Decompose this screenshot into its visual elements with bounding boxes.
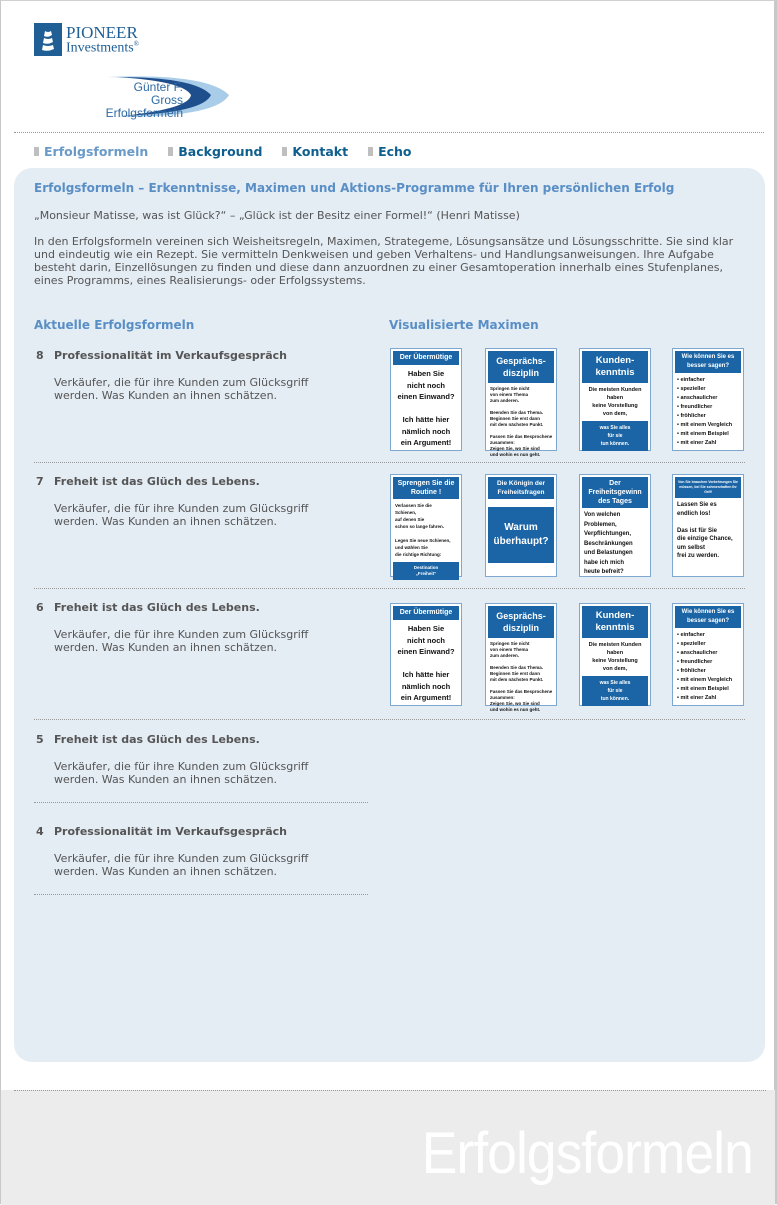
pioneer-name: PIONEER [66, 22, 138, 42]
card-header: Kunden-kenntnis [582, 351, 648, 383]
card-line: zusammen: [490, 695, 515, 700]
header-divider [14, 132, 764, 133]
current-formulas-heading: Aktuelle Erfolgsformeln [34, 318, 195, 332]
card-line: Verlassen Sie die [395, 503, 432, 508]
card-line: • freundlicher [677, 404, 713, 410]
nav-label: Erfolgsformeln [44, 144, 149, 159]
card-line: was Sie alles [599, 425, 631, 431]
card-line: nämlich noch [401, 681, 451, 691]
nav-item-echo[interactable] [368, 144, 411, 159]
card-header: Gesprächs-disziplin [488, 606, 554, 638]
card-line: keine Vorstellung [592, 658, 638, 664]
card-line: zum anderen. [490, 653, 520, 658]
maxim-card-uebermuetige[interactable] [390, 603, 462, 706]
content-panel [14, 168, 765, 1062]
card-line: Schienen, [395, 510, 417, 515]
card-line: • mit einem Vergleich [677, 422, 733, 428]
bullet-icon [34, 147, 39, 156]
entry-description: Verkäufer, die für ihre Kunden zum Glücksgriff werden. Was Kunden an ihnen schätzen. [54, 760, 309, 786]
card-line: Lassen Sie es [677, 502, 717, 508]
nav-label: Background [178, 144, 263, 159]
card-header: Der Übermütige [393, 351, 459, 365]
card-line: zusammen: [490, 440, 515, 445]
card-line: • fröhlicher [677, 413, 706, 419]
maxim-card-koenigin[interactable] [485, 474, 557, 577]
card-header: Gesprächs-disziplin [488, 351, 554, 383]
card-line: haben [606, 650, 624, 656]
card-body [393, 620, 459, 704]
maxim-card-routine[interactable] [390, 474, 462, 577]
card-line: mit dem nächsten Punkt. [490, 422, 544, 427]
nav-item-erfolgsformeln[interactable] [34, 144, 148, 159]
card-line: nämlich noch [401, 426, 451, 436]
card-line: Fassen Sie das Besprochene [490, 689, 553, 694]
card-line: für sie [607, 688, 623, 694]
maxim-card-gespraechsdisziplin[interactable] [485, 603, 557, 712]
card-line: Ich hätte hier [402, 415, 450, 424]
maxim-card-besser-sagen[interactable] [672, 603, 744, 706]
card-footer [582, 676, 648, 706]
card-line: auf denen Sie [395, 517, 425, 522]
nav-item-background[interactable] [168, 144, 262, 159]
entry-description: Verkäufer, die für ihre Kunden zum Glücksgriff werden. Was Kunden an ihnen schätzen. [54, 376, 309, 402]
card-line: Von welchen [584, 512, 621, 518]
card-line: die richtige Richtung: [395, 552, 442, 557]
card-line: frei zu werden. [677, 553, 720, 559]
card-line: tun können. [600, 441, 630, 447]
card-line: Die meisten Kunden [588, 387, 642, 393]
intro-text: In den Erfolgsformeln vereinen sich Weisheitsregeln, Maximen, Strategeme, Lösungsansätze und Lösungsschritte. Sie sind klar und eindeutig wie ein Rezept. Sie vermitteln Denkweisen und geben Verhaltens- und Handlungsanweisungen. Ihre Aufgabe besteht darin, Einzellösungen zu finden und diese dann anzuordnen zu einer Gesamtoperation innerhalb eines Stufenplanes, eines Programms, eines Realisierungs- oder Erfolgssystems. [34, 235, 734, 287]
card-header: Die Königin der Freiheitsfragen [488, 477, 554, 499]
card-footer [582, 421, 648, 451]
card-line: „Freiheit“ [415, 571, 437, 576]
card-line: • anschaulicher [677, 395, 718, 401]
card-line: Zeigen Sie, wo Sie sind [490, 446, 540, 451]
page-title: Erfolgsformeln – Erkenntnisse, Maximen und Aktions-Programme für Ihren persönlichen Erfolg [34, 181, 675, 195]
main-nav [34, 144, 432, 159]
card-line: und wohin es nun geht. [490, 707, 541, 712]
card-line: Legen Sie neue Schienen, [395, 538, 451, 543]
nav-label: Kontakt [292, 144, 349, 159]
card-body [393, 499, 459, 558]
bullet-icon [282, 147, 287, 156]
card-line: Zeigen Sie, wo Sie sind [490, 701, 540, 706]
gross-logo[interactable] [87, 73, 237, 119]
card-line: keine Vorstellung [592, 403, 638, 409]
row-divider [34, 719, 745, 720]
gross-subtitle: Erfolgsformeln [105, 106, 183, 120]
card-line: • anschaulicher [677, 650, 718, 656]
row-divider [34, 802, 368, 803]
card-line: • freundlicher [677, 659, 713, 665]
card-line: • mit einer Zahl [677, 440, 717, 446]
entry-number: 5 [36, 733, 44, 746]
ship-icon [34, 23, 62, 56]
maxim-card-uebermuetige[interactable] [390, 348, 462, 451]
card-line: • mit einem Beispiel [677, 431, 729, 437]
card-line: Springen Sie nicht [490, 641, 530, 646]
pioneer-subname: Investments [66, 40, 134, 56]
card-line: • mit einer Zahl [677, 695, 717, 701]
card-body [675, 373, 741, 448]
card-body [488, 638, 554, 713]
footer-title: Erfolgsformeln [421, 1121, 753, 1186]
card-line: Fassen Sie das Besprochene [490, 434, 553, 439]
entry-title-link[interactable]: Professionalität im Verkaufsgespräch [54, 349, 287, 362]
card-line: habe ich mich [584, 559, 625, 566]
entry-description: Verkäufer, die für ihre Kunden zum Glücksgriff werden. Was Kunden an ihnen schätzen. [54, 852, 309, 878]
card-line: Beenden Sie das Thema. [490, 665, 544, 670]
card-header: Der Freiheitsgewinn des Tages [582, 477, 648, 508]
card-header: Sprengen Sie die Routine ! [393, 477, 459, 499]
card-body [582, 508, 648, 578]
card-line: haben [606, 395, 624, 401]
visual-maxims-heading: Visualisierte Maximen [389, 318, 539, 332]
entry-title-link[interactable]: Freheit ist das Glüch des Lebens. [54, 601, 260, 614]
card-line: von einem Thema [490, 392, 529, 397]
card-line: was Sie alles [599, 680, 631, 686]
card-line: Beenden Sie das Thema. [490, 410, 544, 415]
row-divider [34, 588, 745, 589]
bullet-icon [168, 147, 173, 156]
card-line: • spezieller [677, 386, 706, 392]
card-line: und Belastungen [584, 550, 633, 556]
card-line: nicht noch [407, 380, 445, 390]
card-line: zum anderen. [490, 398, 520, 403]
card-line [677, 518, 741, 527]
card-footer [393, 562, 459, 580]
row-divider [34, 462, 745, 463]
card-line: Haben Sie [407, 624, 445, 633]
card-line: Beschränkungen [584, 540, 633, 547]
pioneer-logo[interactable] [34, 23, 139, 56]
entry-description: Verkäufer, die für ihre Kunden zum Glücksgriff werden. Was Kunden an ihnen schätzen. [54, 502, 309, 528]
card-line: endlich los! [677, 510, 711, 517]
entry-description: Verkäufer, die für ihre Kunden zum Glücksgriff werden. Was Kunden an ihnen schätzen. [54, 628, 309, 654]
card-line: ein Argument! [400, 693, 452, 702]
card-line [395, 530, 459, 537]
card-line: von dem, [602, 411, 628, 417]
card-line: Problemen, [584, 521, 617, 528]
card-line [393, 658, 459, 670]
footer [1, 1090, 775, 1205]
card-header: Wie können Sie es besser sagen? [675, 351, 741, 373]
card-line: tun können. [600, 696, 630, 702]
card-line: und wählen Sie [395, 545, 428, 550]
card-line: Verpflichtungen, [584, 531, 632, 537]
card-line: Beginnen Sie erst dann [490, 416, 541, 421]
card-line: schon so lange fahren. [395, 524, 445, 529]
card-header: Kunden-kenntnis [582, 606, 648, 638]
card-header: Der Übermütige [393, 606, 459, 620]
maxim-card-kundenkenntnis[interactable] [579, 603, 651, 706]
entry-number: 4 [36, 825, 44, 838]
card-line: von dem, [602, 666, 628, 672]
card-line: heute befreit? [584, 569, 624, 575]
gross-name: Günter F. Gross [133, 80, 183, 107]
card-body [582, 383, 648, 418]
card-line: Springen Sie nicht [490, 386, 530, 391]
card-line: um selbst [677, 544, 706, 551]
maxim-card-besser-sagen[interactable] [672, 348, 744, 451]
card-header: Von Sie brauchen Vorkehrungen Sie müssen, bei Sie schmerzhaften Ihr Griff [675, 477, 741, 498]
entry-title-link[interactable]: Freheit ist das Glüch des Lebens. [54, 733, 260, 746]
card-body [393, 365, 459, 449]
card-line: Das ist für Sie [677, 527, 718, 534]
card-line: • einfacher [677, 377, 705, 383]
nav-item-kontakt[interactable] [282, 144, 348, 159]
card-line: nicht noch [407, 635, 445, 645]
bullet-icon [368, 147, 373, 156]
entry-title-link[interactable]: Freheit ist das Glüch des Lebens. [54, 475, 260, 488]
card-big-text: Warum überhaupt? [488, 507, 554, 563]
card-line: • fröhlicher [677, 668, 706, 674]
maxim-card-freiheitsgewinn[interactable] [579, 474, 651, 577]
card-line: mit dem nächsten Punkt. [490, 677, 544, 682]
entry-number: 8 [36, 349, 44, 362]
card-line: • mit einem Beispiel [677, 686, 729, 692]
card-body [582, 638, 648, 673]
maxim-card-loslassen[interactable] [672, 474, 744, 577]
card-body [488, 383, 554, 458]
registered-mark: ® [133, 39, 139, 48]
card-line: einen Einwand? [397, 392, 455, 401]
card-line: Haben Sie [407, 369, 445, 378]
card-line: Die meisten Kunden [588, 642, 642, 648]
card-line: einen Einwand? [397, 647, 455, 656]
maxim-card-gespraechsdisziplin[interactable] [485, 348, 557, 457]
card-line: von einem Thema [490, 647, 529, 652]
entry-number: 7 [36, 475, 44, 488]
maxim-card-kundenkenntnis[interactable] [579, 348, 651, 451]
card-line: Ich hätte hier [402, 670, 450, 679]
matisse-quote: „Monsieur Matisse, was ist Glück?“ – „Glück ist der Besitz einer Formel!“ (Henri Matisse) [34, 209, 520, 222]
nav-label: Echo [378, 144, 412, 159]
card-line: Destination [413, 565, 439, 570]
card-line: • mit einem Vergleich [677, 677, 733, 683]
card-line: Beginnen Sie erst dann [490, 671, 541, 676]
card-line: • einfacher [677, 632, 705, 638]
row-divider [34, 894, 368, 895]
card-line: ein Argument! [400, 438, 452, 447]
card-body [675, 628, 741, 703]
card-line [393, 403, 459, 415]
card-body [675, 498, 741, 561]
card-line: die einzige Chance, [677, 536, 733, 542]
card-line: • spezieller [677, 641, 706, 647]
footer-divider [14, 1090, 766, 1091]
card-line: und wohin es nun geht. [490, 452, 541, 457]
card-line: für sie [607, 433, 623, 439]
card-header: Wie können Sie es besser sagen? [675, 606, 741, 628]
entry-title-link[interactable]: Professionalität im Verkaufsgespräch [54, 825, 287, 838]
entry-number: 6 [36, 601, 44, 614]
